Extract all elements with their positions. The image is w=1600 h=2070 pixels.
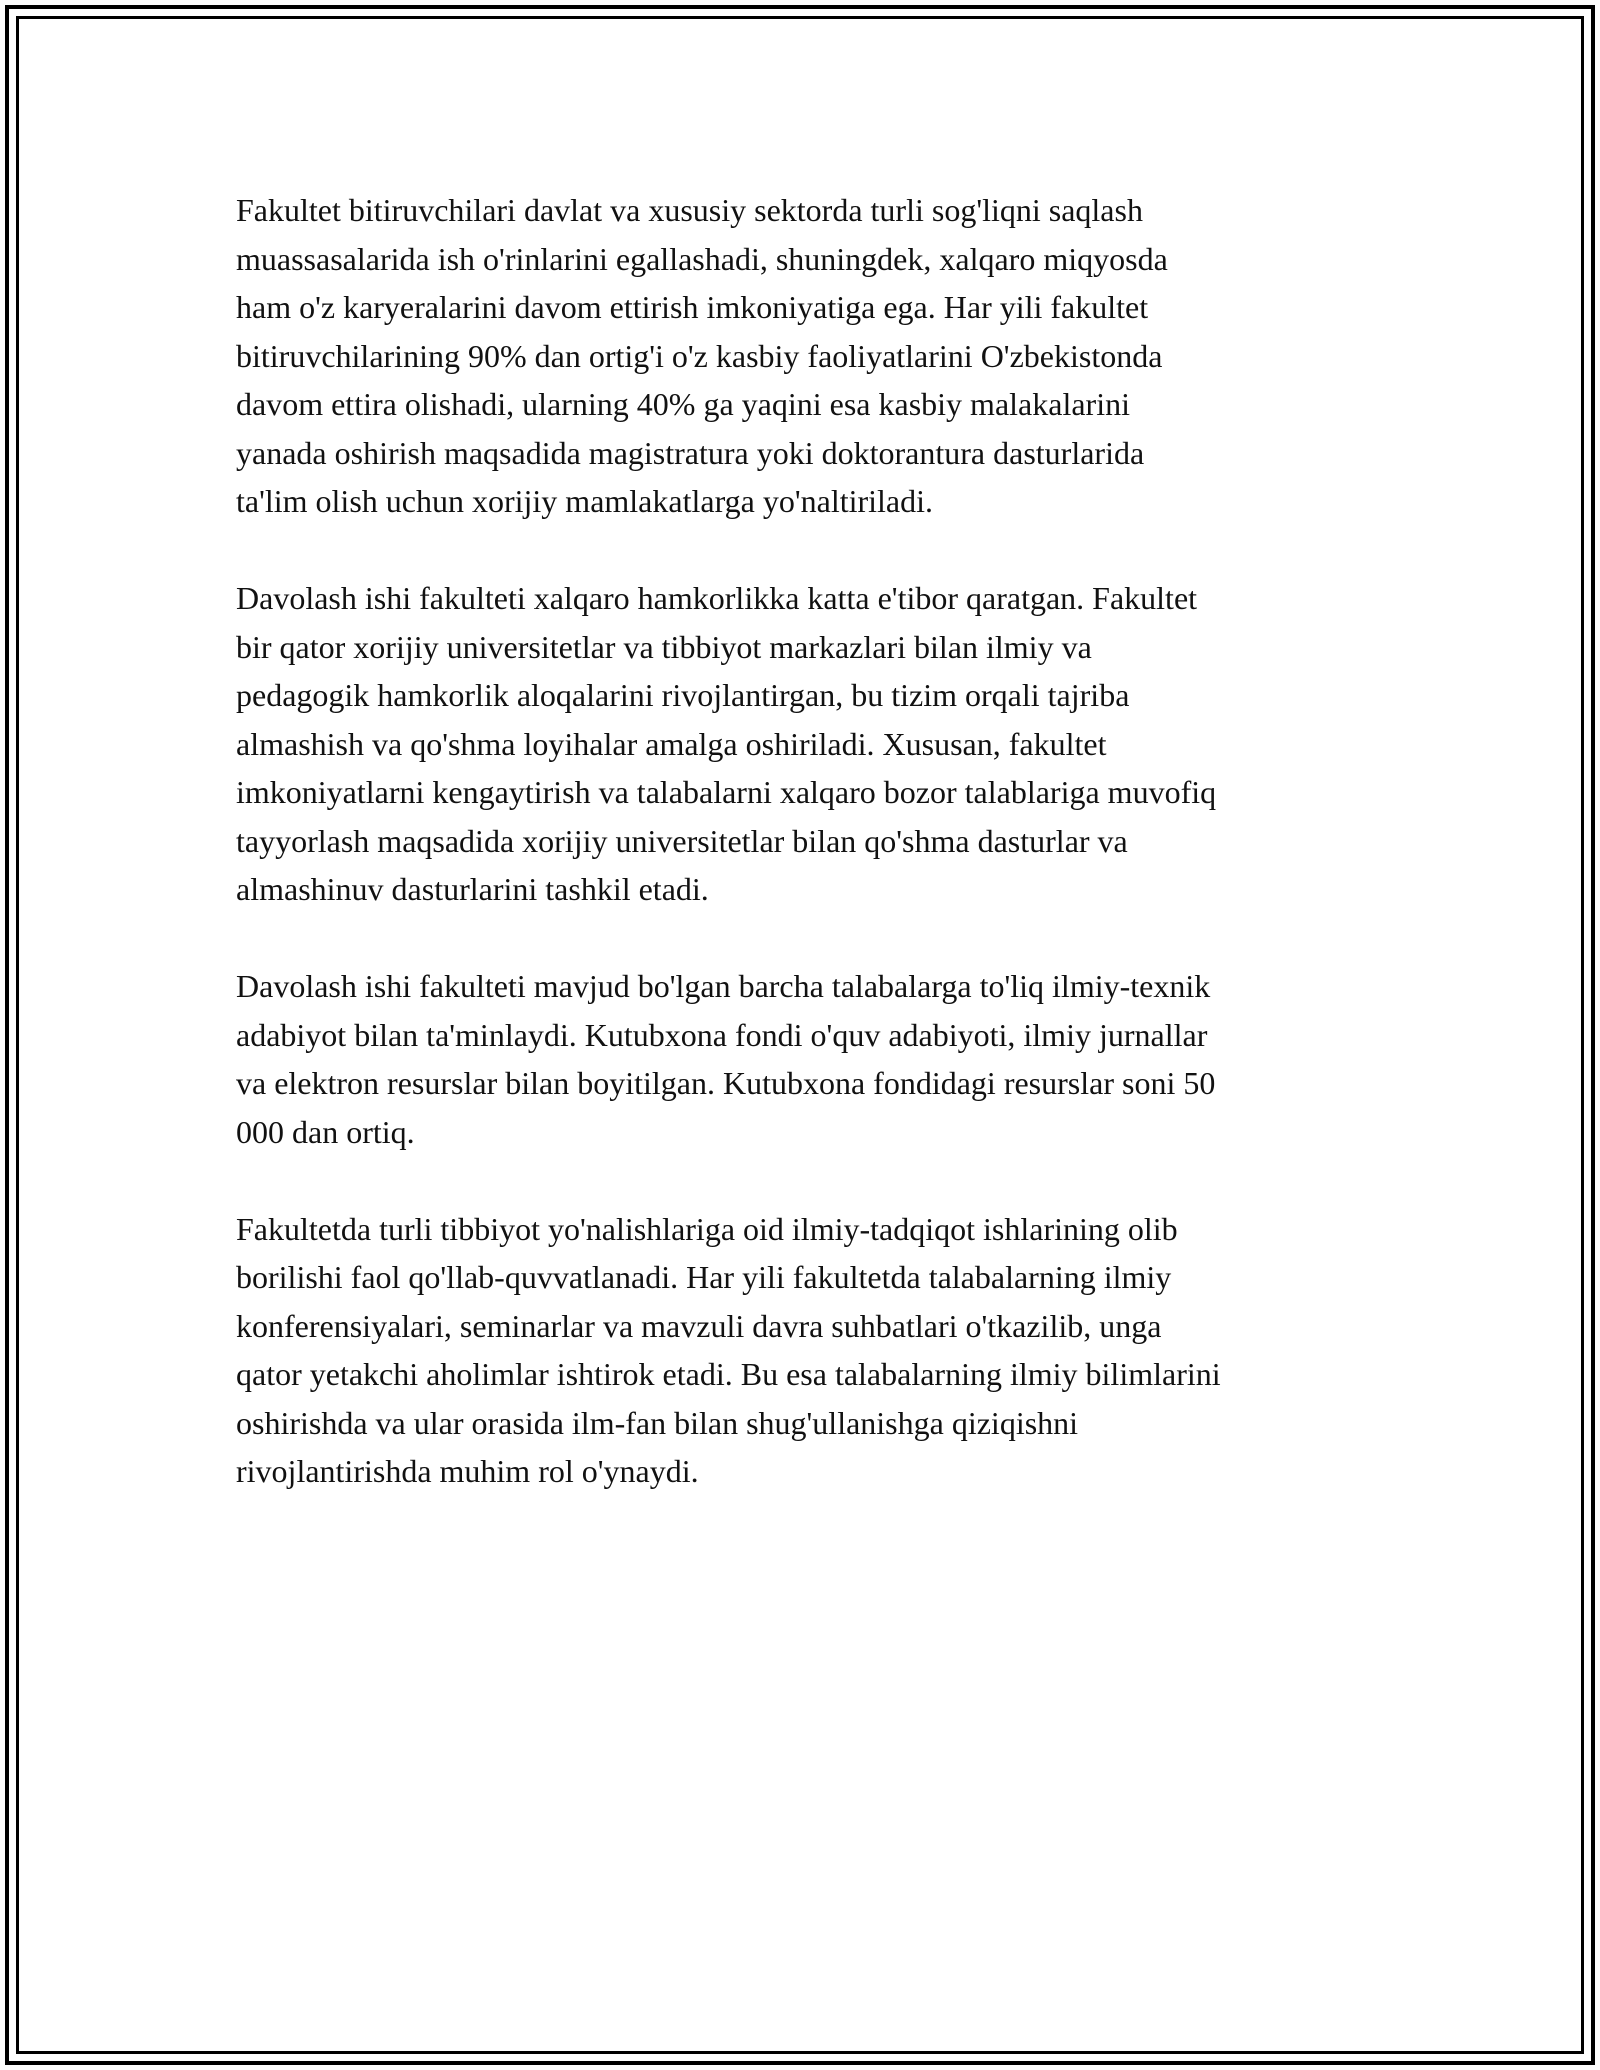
text-line: bir qator xorijiy universitetlar va tibbiyot markazlari bilan ilmiy va xyxy=(236,628,1092,665)
text-line: Davolash ishi fakulteti mavjud bo'lgan barcha talabalarga to'liq ilmiy-texnik xyxy=(236,968,1211,1004)
text-line: ta'lim olish uchun xorijiy mamlakatlarga yo'naltiriladi. xyxy=(236,483,934,519)
text-line: qator yetakchi aholimlar ishtirok etadi. Bu esa talabalarning ilmiy bilimlarini xyxy=(236,1356,1221,1392)
text-line: yanada oshirish maqsadida magistratura yoki doktorantura dasturlarida xyxy=(236,434,1145,471)
text-line: pedagogik hamkorlik aloqalarini rivojlantirgan, bu tizim orqali tajriba xyxy=(236,677,1130,713)
text-line: Davolash ishi fakulteti xalqaro hamkorlikka katta e'tibor qaratgan. Fakultet xyxy=(236,580,1198,616)
text-line: muassasalarida ish o'rinlarini egallashadi, shuningdek, xalqaro miqyosda xyxy=(236,240,1168,277)
text-line: rivojlantirishda muhim rol o'ynaydi. xyxy=(236,1453,699,1489)
paragraph-research xyxy=(236,1205,1386,1496)
text-line: borilishi faol qo'llab-quvvatlanadi. Har yili fakultetda talabalarning ilmiy xyxy=(236,1259,1172,1295)
text-line: tayyorlash maqsadida xorijiy universitetlar bilan qo'shma dasturlar va xyxy=(236,822,1128,859)
text-line: almashish va qo'shma loyihalar amalga oshiriladi. Xususan, fakultet xyxy=(236,725,1107,762)
document-body xyxy=(236,186,1386,1544)
text-line: davom ettira olishadi, ularning 40% ga yaqini esa kasbiy malakalarini xyxy=(236,386,1130,422)
paragraph-library xyxy=(236,962,1386,1156)
text-line: almashinuv dasturlarini tashkil etadi. xyxy=(236,871,709,907)
text-line: ham o'z karyeralarini davom ettirish imkoniyatiga ega. Har yili fakultet xyxy=(236,289,1149,325)
text-line: konferensiyalari, seminarlar va mavzuli davra suhbatlari o'tkazilib, unga xyxy=(236,1307,1162,1344)
paragraph-international-cooperation xyxy=(236,574,1386,914)
text-line: va elektron resurslar bilan boyitilgan. Kutubxona fondidagi resurslar soni 50 xyxy=(236,1065,1216,1101)
text-line: Fakultetda turli tibbiyot yo'nalishlariga oid ilmiy-tadqiqot ishlarining olib xyxy=(236,1210,1178,1247)
text-line: imkoniyatlarni kengaytirish va talabalarni xalqaro bozor talablariga muvofiq xyxy=(236,774,1217,810)
paragraph-graduates xyxy=(236,186,1386,526)
text-line: bitiruvchilarining 90% dan ortig'i o'z kasbiy faoliyatlarini O'zbekistonda xyxy=(236,337,1163,374)
text-line: adabiyot bilan ta'minlaydi. Kutubxona fondi o'quv adabiyoti, ilmiy jurnallar xyxy=(236,1016,1208,1053)
text-line: Fakultet bitiruvchilari davlat va xususiy sektorda turli sog'liqni saqlash xyxy=(236,192,1143,228)
text-line: oshirishda va ular orasida ilm-fan bilan shug'ullanishga qiziqishni xyxy=(236,1404,1079,1441)
text-line: 000 dan ortiq. xyxy=(236,1113,415,1150)
